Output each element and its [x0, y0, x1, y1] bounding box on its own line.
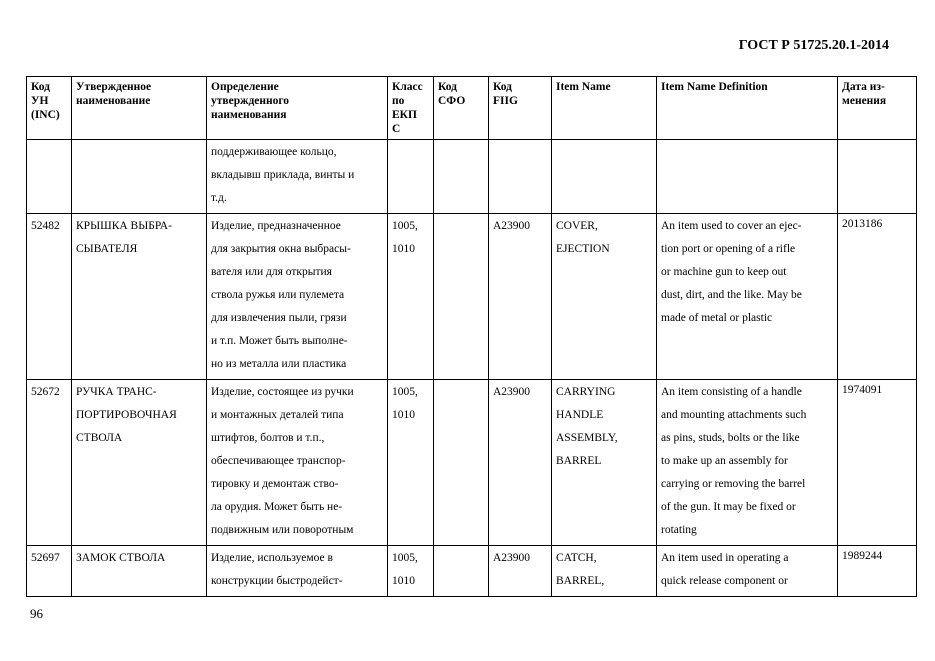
cell-item-name: CARRYING HANDLE ASSEMBLY, BARREL [552, 380, 657, 546]
cell-definition: поддерживающее кольцо, вкладывш приклада, винты и т.д. [207, 140, 388, 214]
cell-name: КРЫШКА ВЫБРА- СЫВАТЕЛЯ [72, 214, 207, 380]
cell-date: 2013186 [838, 214, 917, 380]
col-header-class: Класс по ЕКП С [388, 77, 434, 140]
cell-fiig: A23900 [489, 546, 552, 597]
cell-class [388, 140, 434, 214]
cell-inc: 52697 [27, 546, 72, 597]
cell-definition: Изделие, предназначенное для закрытия окна выбрасы- вателя или для открытия ствола ружья или пулемета для извлечения пыли, грязи и т.п. Может быть выполне- но из металла или пластика [207, 214, 388, 380]
table-row [27, 546, 917, 597]
cell-date: 1989244 [838, 546, 917, 597]
cell-class: 1005, 1010 [388, 214, 434, 380]
col-header-sfo: Код СФО [434, 77, 489, 140]
cell-item-name: COVER, EJECTION [552, 214, 657, 380]
cell-item-definition: An item used to cover an ejec- tion port or opening of a rifle or machine gun to keep out dust, dirt, and the like. May be made of metal or plastic [657, 214, 838, 380]
table-row [27, 140, 917, 214]
cell-inc [27, 140, 72, 214]
col-header-fiig: Код FIIG [489, 77, 552, 140]
cell-fiig [489, 140, 552, 214]
col-header-inc: Код УН (INC) [27, 77, 72, 140]
cell-date: 1974091 [838, 380, 917, 546]
cell-item-definition: An item used in operating a quick release component or [657, 546, 838, 597]
cell-definition: Изделие, состоящее из ручки и монтажных деталей типа штифтов, болтов и т.п., обеспечивающее транспор- тировку и демонтаж ство- ла орудия. Может быть не- подвижным или поворотным [207, 380, 388, 546]
cell-definition: Изделие, используемое в конструкции быстродейст- [207, 546, 388, 597]
cell-inc: 52672 [27, 380, 72, 546]
cell-name: ЗАМОК СТВОЛА [72, 546, 207, 597]
table-header-row [27, 77, 917, 140]
col-header-date: Дата из- менения [838, 77, 917, 140]
page-number: 96 [30, 606, 43, 621]
cell-sfo [434, 214, 489, 380]
cell-inc: 52482 [27, 214, 72, 380]
cell-sfo [434, 380, 489, 546]
cell-date [838, 140, 917, 214]
cell-item-name: CATCH, BARREL, [552, 546, 657, 597]
cell-fiig: A23900 [489, 380, 552, 546]
cell-sfo [434, 546, 489, 597]
cell-name [72, 140, 207, 214]
cell-item-name [552, 140, 657, 214]
col-header-item-name: Item Name [552, 77, 657, 140]
cell-item-definition: An item consisting of a handle and mounting attachments such as pins, studs, bolts or the like to make up an assembly for carrying or removing the barrel of the gun. It may be fixed or rotating [657, 380, 838, 546]
cell-sfo [434, 140, 489, 214]
cell-class: 1005, 1010 [388, 380, 434, 546]
col-header-item-definition: Item Name Definition [657, 77, 838, 140]
col-header-definition: Определение утвержденного наименования [207, 77, 388, 140]
col-header-approved-name: Утвержденное наименование [72, 77, 207, 140]
cell-item-definition [657, 140, 838, 214]
table-row [27, 214, 917, 380]
cell-fiig: A23900 [489, 214, 552, 380]
cell-name: РУЧКА ТРАНС- ПОРТИРОВОЧНАЯ СТВОЛА [72, 380, 207, 546]
items-table [26, 76, 917, 597]
cell-class: 1005, 1010 [388, 546, 434, 597]
document-id: ГОСТ Р 51725.20.1-2014 [738, 38, 889, 53]
table-row [27, 380, 917, 546]
